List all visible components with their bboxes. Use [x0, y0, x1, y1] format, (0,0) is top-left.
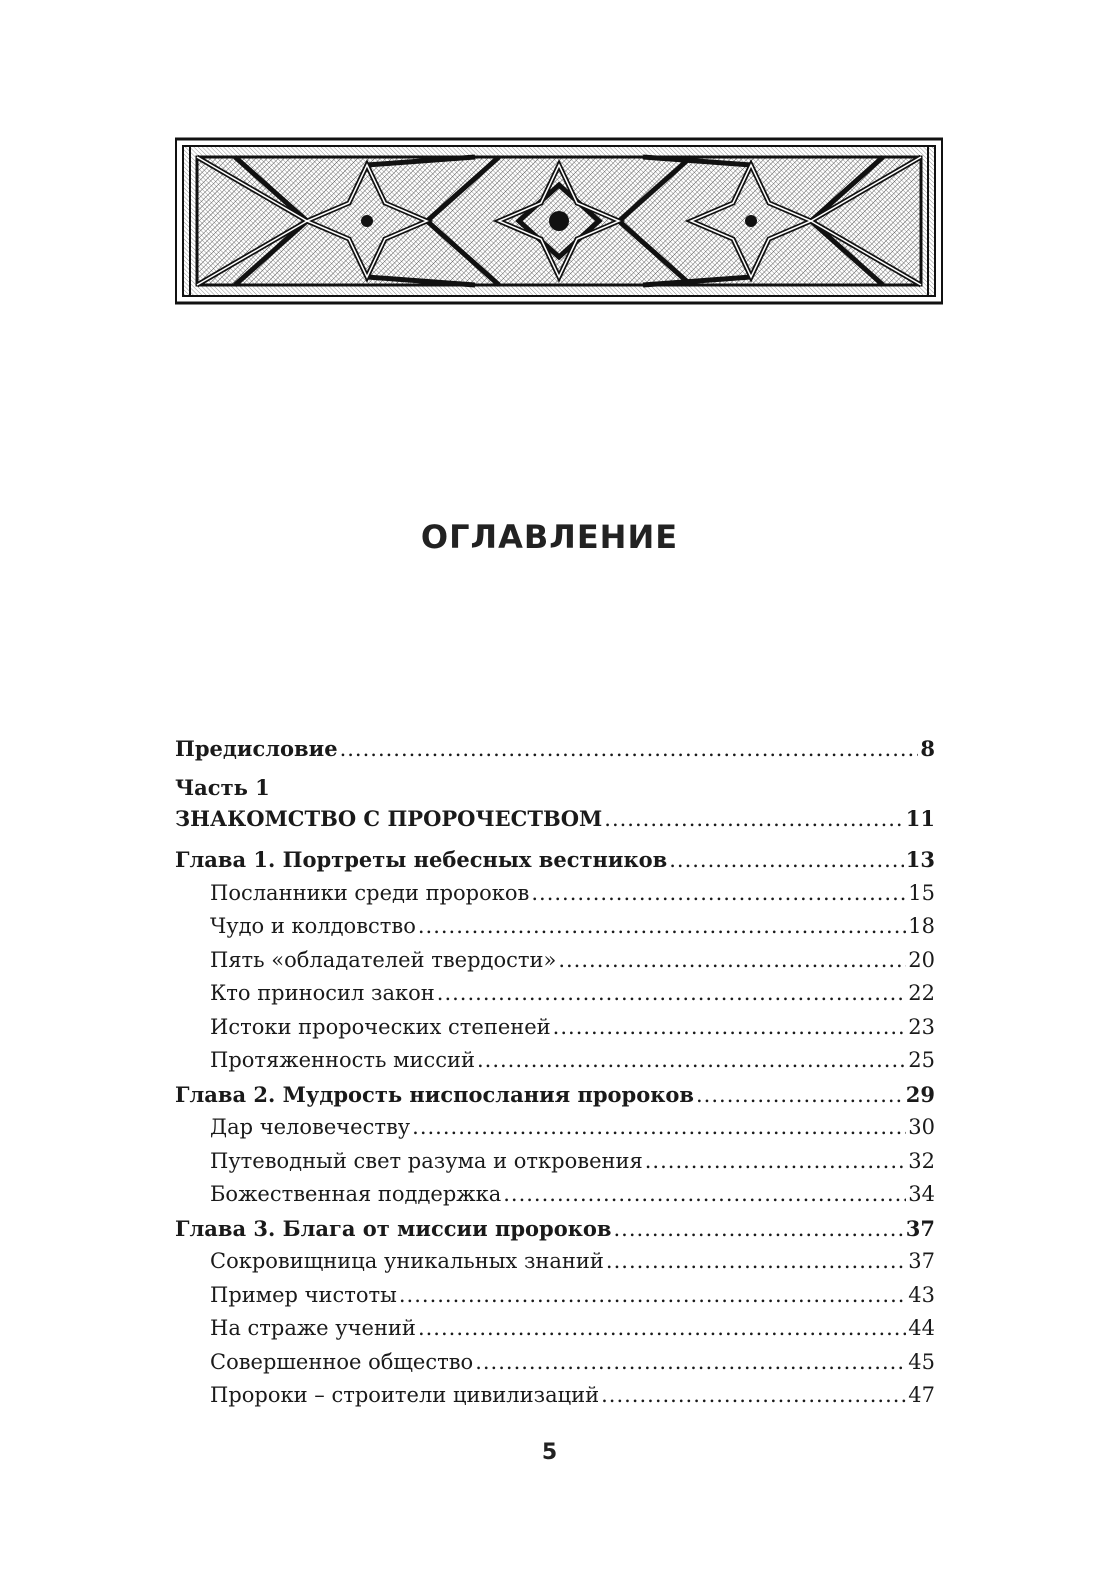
toc-entry-page: 37 — [908, 1249, 935, 1273]
toc-entry-section[interactable] — [175, 910, 935, 944]
toc-entry-section[interactable] — [175, 977, 935, 1011]
toc-entry-label: Посланники среди пророков — [210, 880, 530, 905]
toc-entry-label: Глава 3. Блага от миссии пророков — [175, 1215, 612, 1241]
dot-leader — [553, 1011, 907, 1045]
toc-entry-label: Истоки пророческих степеней — [210, 1014, 551, 1039]
dot-leader — [669, 844, 904, 878]
toc-entry-chapter-3[interactable] — [175, 1212, 935, 1246]
toc-entry-page: 32 — [908, 1148, 935, 1173]
toc-entry-section[interactable] — [175, 1245, 935, 1279]
toc-entry-page: 30 — [908, 1115, 935, 1139]
toc-entry-page: 43 — [908, 1282, 935, 1307]
toc-entry-section[interactable] — [175, 1279, 935, 1313]
toc-entry-page: 47 — [908, 1383, 935, 1407]
toc-entry-label: Протяженность миссий — [210, 1048, 475, 1072]
toc-part-number: Часть 1 — [175, 774, 270, 800]
dot-leader — [475, 1346, 906, 1380]
dot-leader — [418, 1312, 906, 1346]
toc-entry-page: 29 — [905, 1081, 935, 1107]
toc-entry-page: 11 — [905, 805, 935, 831]
toc-entry-label: Глава 2. Мудрость ниспослания пророков — [175, 1081, 694, 1107]
dot-leader — [614, 1213, 904, 1247]
toc-entry-label: Пример чистоты — [210, 1282, 397, 1307]
toc-entry-section[interactable] — [175, 1346, 935, 1380]
dot-leader — [696, 1079, 904, 1113]
dot-leader — [503, 1178, 906, 1212]
toc-entry-label: Глава 1. Портреты небесных вестников — [175, 847, 668, 872]
page-title: ОГЛАВЛЕНИЕ — [420, 518, 679, 556]
ornament-banner — [175, 137, 943, 305]
dot-leader — [412, 1111, 906, 1145]
toc-entry-section[interactable] — [175, 1312, 935, 1346]
toc-entry-section[interactable] — [175, 1011, 935, 1045]
toc-entry-label: Дар человечеству — [210, 1115, 411, 1139]
toc-entry-label: Кто приносил закон — [210, 981, 435, 1005]
toc-entry-label: Пророки – строители цивилизаций — [210, 1383, 600, 1407]
toc-entry-page: 15 — [908, 880, 935, 905]
toc-entry-section[interactable] — [175, 1044, 935, 1078]
toc-entry-page: 37 — [905, 1215, 935, 1241]
toc-entry-section[interactable] — [175, 1178, 935, 1212]
dot-leader — [645, 1145, 907, 1179]
toc-entry-label: Божественная поддержка — [210, 1182, 502, 1206]
toc-entry-chapter-1[interactable] — [175, 843, 935, 877]
toc-entry-page: 23 — [908, 1014, 935, 1039]
dot-leader — [340, 733, 919, 767]
toc-entry-section[interactable] — [175, 1145, 935, 1179]
toc-entry-page: 18 — [908, 914, 935, 938]
table-of-contents — [175, 732, 935, 1413]
toc-entry-label: Совершенное общество — [210, 1349, 474, 1374]
toc-entry-section[interactable] — [175, 944, 935, 978]
dot-leader — [604, 803, 904, 837]
toc-entry-page: 34 — [908, 1182, 935, 1206]
page-number: 5 — [541, 1440, 558, 1465]
toc-entry-page: 8 — [920, 736, 935, 761]
toc-entry-page: 25 — [908, 1048, 935, 1072]
dot-leader — [477, 1044, 906, 1078]
toc-entry-part-1[interactable] — [175, 802, 935, 836]
toc-entry-preface[interactable] — [175, 732, 935, 766]
toc-entry-label: Предисловие — [175, 736, 338, 761]
toc-entry-label: Пять «обладателей твердости» — [210, 947, 557, 972]
dot-leader — [558, 944, 906, 978]
toc-entry-page: 45 — [908, 1349, 935, 1374]
toc-part-heading — [175, 774, 935, 802]
dot-leader — [437, 977, 906, 1011]
dot-leader — [531, 877, 906, 911]
toc-entry-section[interactable] — [175, 877, 935, 911]
dot-leader — [601, 1379, 906, 1413]
dot-leader — [418, 910, 906, 944]
toc-entry-label: Сокровищница уникальных знаний — [210, 1249, 604, 1273]
toc-entry-page: 20 — [908, 947, 935, 972]
toc-entry-page: 22 — [908, 981, 935, 1005]
toc-entry-section[interactable] — [175, 1379, 935, 1413]
toc-entry-page: 13 — [905, 847, 935, 872]
toc-entry-label: ЗНАКОМСТВО С ПРОРОЧЕСТВОМ — [175, 805, 603, 831]
islamic-geometric-ornament-icon — [175, 137, 943, 305]
toc-entry-section[interactable] — [175, 1111, 935, 1145]
toc-entry-chapter-2[interactable] — [175, 1078, 935, 1112]
toc-entry-label: Путеводный свет разума и откровения — [210, 1148, 643, 1173]
dot-leader — [606, 1245, 906, 1279]
toc-entry-page: 44 — [908, 1316, 935, 1340]
toc-entry-label: Чудо и колдовство — [210, 914, 416, 938]
dot-leader — [399, 1279, 906, 1313]
toc-entry-label: На страже учений — [210, 1316, 416, 1340]
